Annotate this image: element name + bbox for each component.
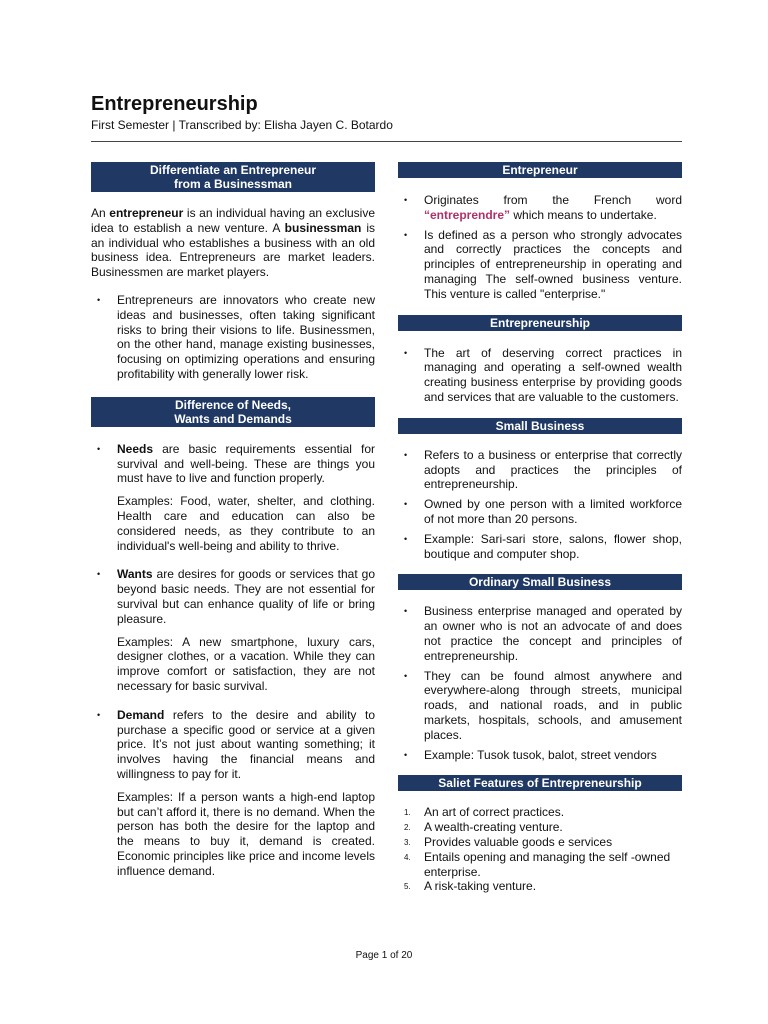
section-header-needs-wants-demands (91, 397, 375, 427)
term-demand: Demand (117, 707, 165, 722)
page-number: Page 1 of 20 (355, 950, 413, 961)
text-run: are desires for goods or services that go beyond basic needs. They are not essential for survival but can enhance quality of life or bring pleasure. (117, 567, 375, 626)
bullet-list (91, 293, 375, 382)
list-number: 5. (404, 882, 411, 892)
page-subtitle: First Semester | Transcribed by: Elisha Jayen C. Botardo (91, 118, 393, 132)
list-item: • The art of deserving correct practices in managing and operating a self-owned wealth creating business enterprise by providing goods and services that are valuable to the customers. (398, 346, 682, 405)
term-entreprendre: “entreprendre” (424, 207, 511, 222)
right-column (398, 162, 682, 894)
list-item: • Business enterprise managed and operated by an owner who is not an advocate of and does not practice the concept and principles of entrepreneurship. (398, 604, 682, 663)
list-item (398, 193, 682, 223)
list-number: 4. (404, 852, 411, 862)
bullet-list (398, 604, 682, 762)
section-header-small-business: Small Business (398, 418, 682, 434)
section-header-features: Saliet Features of Entrepreneurship (398, 775, 682, 791)
list-item: • They can be found almost anywhere and everywhere-along through streets, municipal roads, and national roads, and in public markets, hospitals, schools, and amusement places. (398, 669, 682, 743)
header-divider (91, 141, 682, 142)
section-title-line: Wants and Demands (174, 411, 292, 426)
demand-examples: Examples: If a person wants a high-end laptop but can’t afford it, there is no demand. When the person has both the desire for the laptop and the means to buy it, demand is created. Economic principles like price and income levels influence demand. (117, 789, 375, 878)
text-run: is an individual having an exclusive idea to establish a new venture. A (91, 206, 375, 235)
list-item: • Entrepreneurs are innovators who create new ideas and businesses, often taking significant risks to bring their visions to life. Businessmen, on the other hand, manage existing businesses, focusing on optimizing operations and ensuring profitability with generally lower risk. (91, 293, 375, 382)
term-entrepreneur: entrepreneur (109, 206, 184, 220)
bullet-list (91, 708, 375, 782)
text-run: Originates from the French word (424, 193, 682, 207)
bullet-list (91, 567, 375, 626)
list-item: • Refers to a business or enterprise that correctly adopts and practices the principles of entrepreneurship. (398, 448, 682, 492)
bullet-list (398, 346, 682, 405)
section-header-entrepreneur: Entrepreneur (398, 162, 682, 178)
bullet-list (91, 442, 375, 486)
list-item (398, 879, 682, 894)
bullet-list (398, 448, 682, 562)
list-item: • Example: Sari-sari store, salons, flower shop, boutique and computer shop. (398, 532, 682, 562)
list-item: • Example: Tusok tusok, balot, street vendors (398, 748, 682, 763)
definition-paragraph (91, 206, 375, 280)
bullet-list (398, 193, 682, 302)
list-item-needs (91, 442, 375, 486)
needs-examples: Examples: Food, water, shelter, and clothing. Health care and education can also be considered needs, as they contribute to an individual's well-being and ability to thrive. (117, 494, 375, 553)
list-item: • Owned by one person with a limited workforce of not more than 20 persons. (398, 497, 682, 527)
left-column (91, 162, 375, 878)
wants-examples: Examples: A new smartphone, luxury cars, designer clothes, or a vacation. While they can improve comfort or satisfaction, they are not necessary for basic survival. (117, 634, 375, 693)
term-wants: Wants (117, 567, 153, 582)
list-number: 1. (404, 808, 411, 818)
section-title-line: Differentiate an Entrepreneur (149, 163, 317, 177)
list-number: 3. (404, 837, 411, 847)
text-run: An (91, 206, 110, 220)
list-item-text: A wealth-creating venture. (424, 820, 563, 835)
section-header-ordinary-small-business: Ordinary Small Business (398, 574, 682, 590)
list-item (398, 850, 682, 880)
list-item (398, 820, 682, 835)
text-run: is an individual who establishes a business with an old business idea. Entrepreneurs are market leaders. Businessmen are market players. (91, 220, 376, 280)
section-title-line: from a Businessman (173, 177, 293, 191)
page-title: Entrepreneurship (91, 93, 258, 115)
list-item-text: Provides valuable goods e services (424, 834, 613, 849)
list-item-text: A risk-taking venture. (424, 879, 537, 894)
list-item (398, 835, 682, 850)
text-run: are basic requirements essential for survival and well-being. These are things you must have to live and function properly. (117, 441, 375, 486)
list-item: • Is defined as a person who strongly advocates and correctly practices the concepts and principles of entrepreneurship in operating and managing The self-owned business venture. This venture is called "enterprise." (398, 228, 682, 302)
section-title-line: Difference of Needs, (174, 397, 292, 412)
term-needs: Needs (117, 441, 154, 456)
term-businessman: businessman (284, 220, 362, 235)
list-item-demand (91, 708, 375, 782)
list-item-wants (91, 567, 375, 626)
section-header-entrepreneurship: Entrepreneurship (398, 315, 682, 331)
list-item (398, 805, 682, 820)
list-item-text: Entails opening and managing the self -owned enterprise. (424, 849, 671, 879)
text-run: which means to undertake. (510, 207, 657, 222)
numbered-list (398, 805, 682, 894)
text-run: refers to the desire and ability to purchase a specific good or service at a given price. It’s not just about wanting something; it involves having the financial means and willingness to pay for it. (117, 707, 375, 781)
list-number: 2. (404, 823, 411, 833)
list-item-text: An art of correct practices. (424, 805, 565, 820)
section-header-entrepreneur-vs-businessman (91, 162, 375, 192)
